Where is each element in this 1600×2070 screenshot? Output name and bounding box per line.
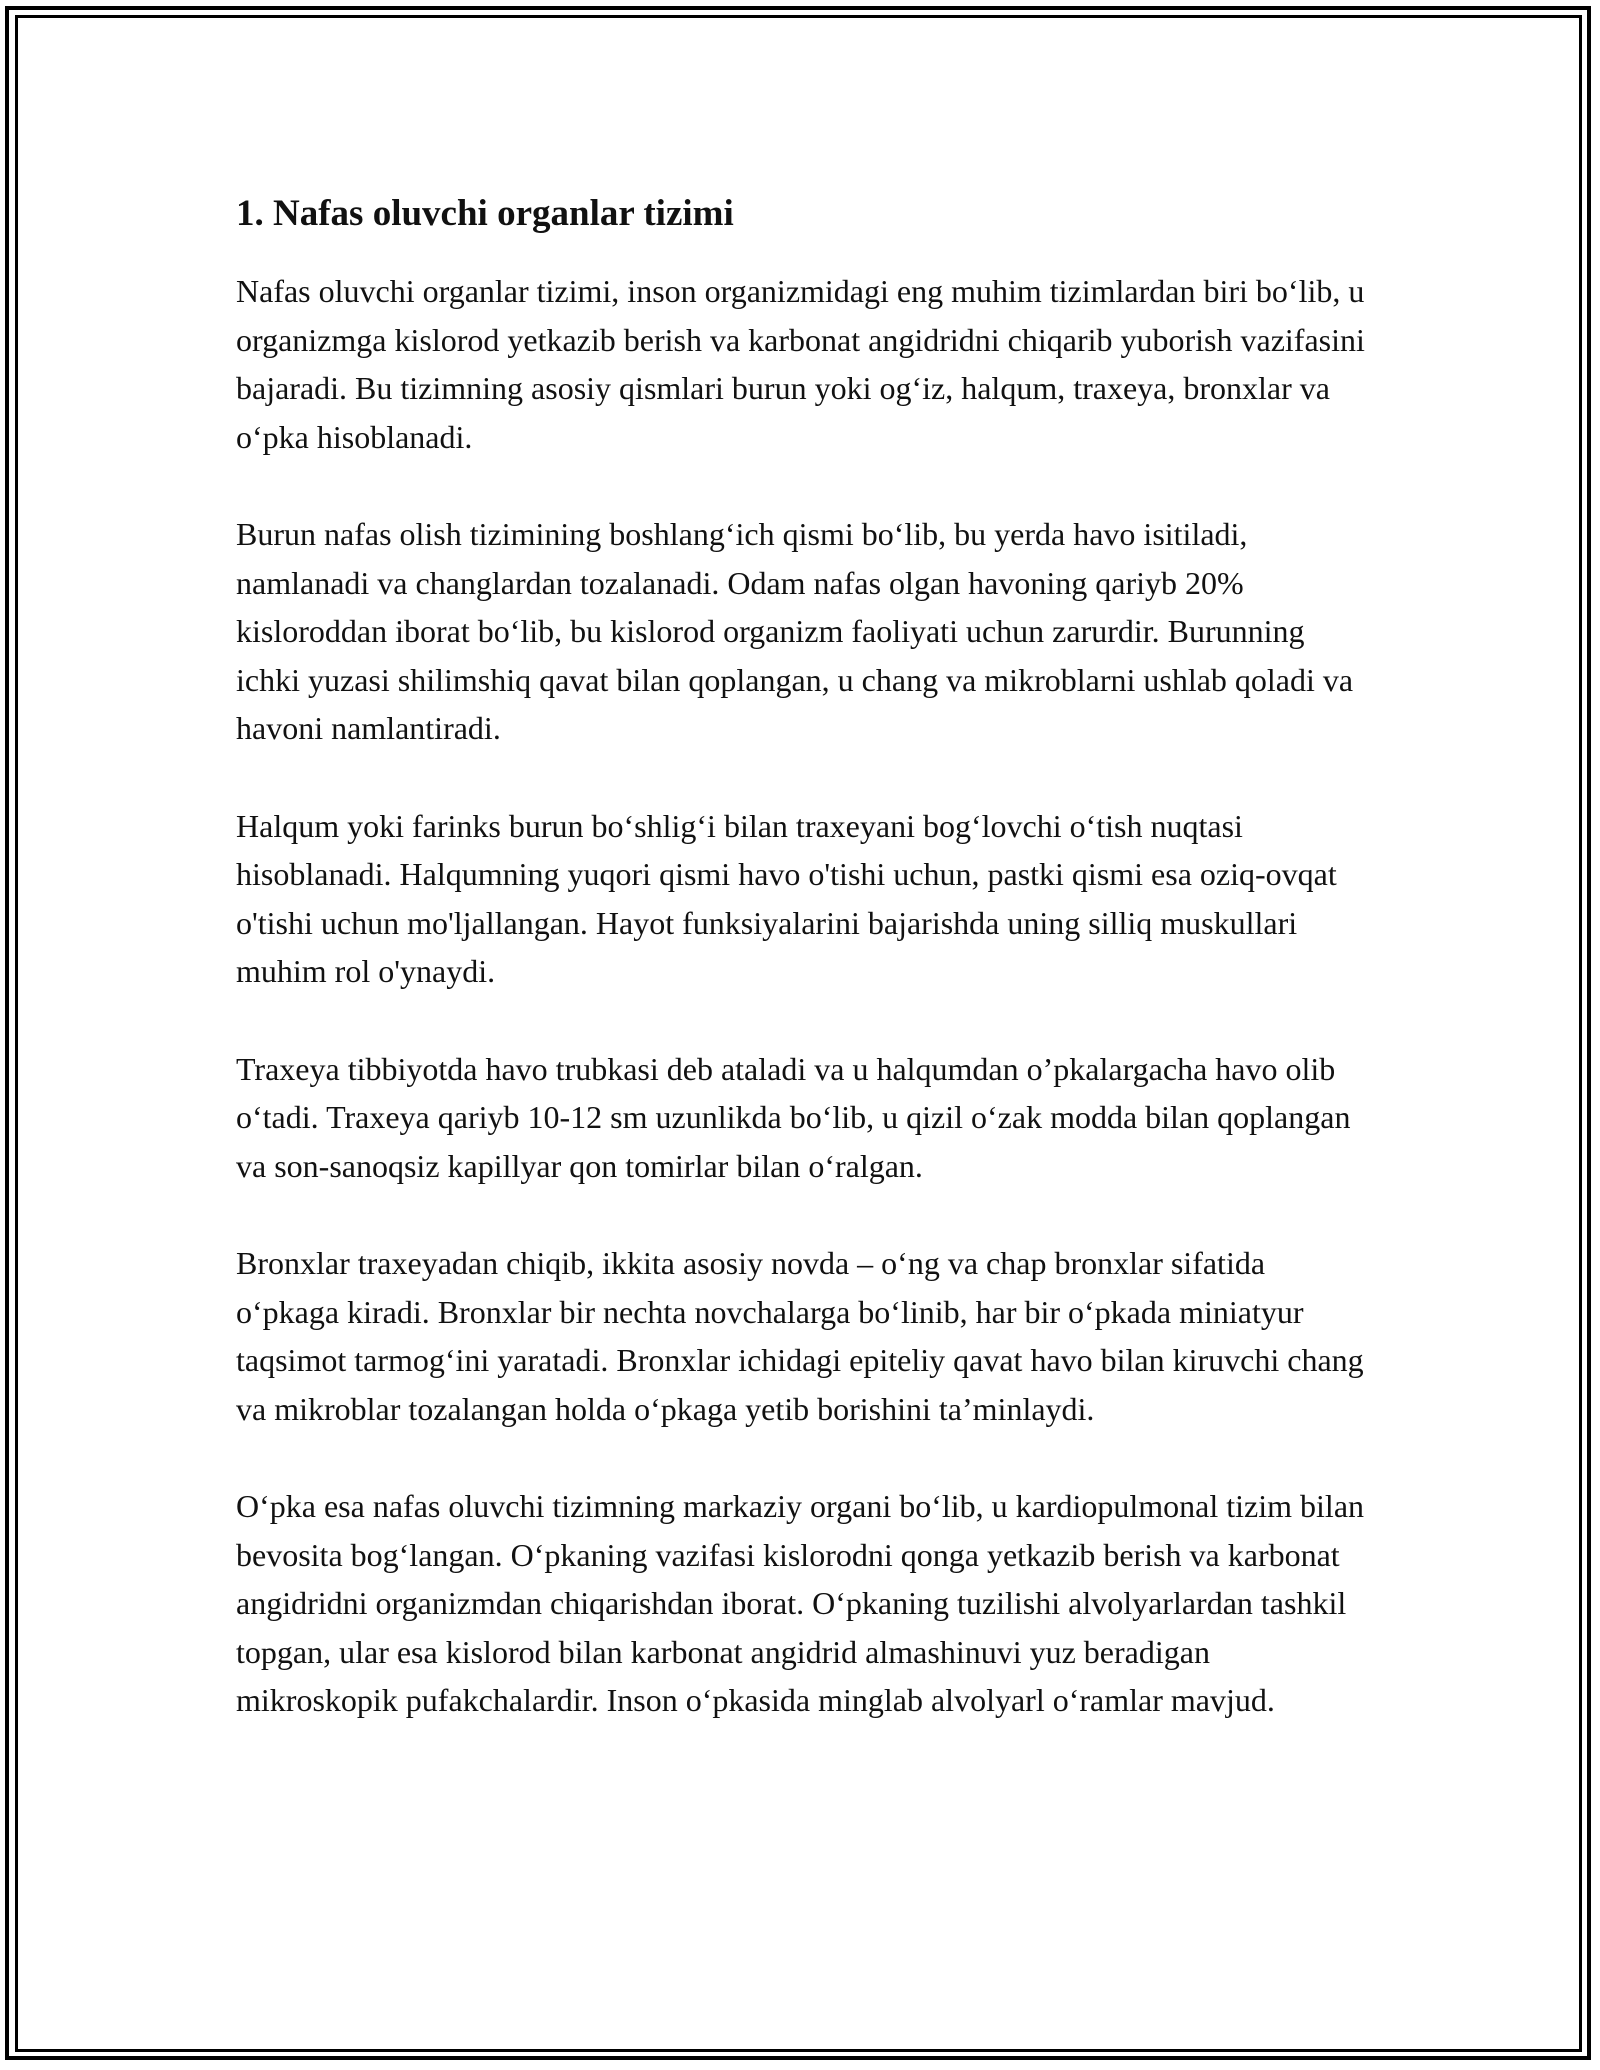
document-body — [236, 190, 1366, 1774]
section-title: 1. Nafas oluvchi organlar tizimi — [236, 193, 734, 234]
paragraph-trachea: Traxeya tibbiyotda havo trubkasi deb ataladi va u halqumdan o’pkalargacha havo olib o‘tadi. Traxeya qariyb 10-12 sm uzunlikda bo‘lib, u qizil o‘zak modda bilan qoplangan va son-sanoqsiz kapillyar qon tomirlar bilan o‘ralgan. — [236, 1050, 1351, 1184]
paragraph-nose: Burun nafas olish tizimining boshlang‘ich qismi bo‘lib, bu yerda havo isitiladi, namlanadi va changlardan tozalanadi. Odam nafas olgan havoning qariyb 20% kisloroddan iborat bo‘lib, bu kislorod organizm faoliyati uchun zarurdir. Burunning ichki yuzasi shilimshiq qavat bilan qoplangan, u chang va mikroblarni ushlab qoladi va havoni namlantiradi. — [236, 516, 1354, 746]
paragraph-lungs: O‘pka esa nafas oluvchi tizimning markaziy organi bo‘lib, u kardiopulmonal tizim bilan bevosita bog‘langan. O‘pkaning vazifasi kislorodni qonga yetkazib berish va karbonat angidridni organizmdan chiqarishdan iborat. O‘pkaning tuzilishi alvolyarlardan tashkil topgan, ular esa kislorod bilan karbonat angidrid almashinuvi yuz beradigan mikroskopik pufakchalardir. Inson o‘pkasida minglab alvolyarl o‘ramlar mavjud. — [236, 1488, 1365, 1718]
paragraph-intro: Nafas oluvchi organlar tizimi, inson organizmidagi eng muhim tizimlardan biri bo‘lib, u organizmga kislorod yetkazib berish va karbonat angidridni chiqarib yuborish vazifasini bajaradi. Bu tizimning asosiy qismlari burun yoki og‘iz, halqum, traxeya, bronxlar va o‘pka hisoblanadi. — [236, 273, 1365, 455]
paragraph-bronchi: Bronxlar traxeyadan chiqib, ikkita asosiy novda – o‘ng va chap bronxlar sifatida o‘pkaga kiradi. Bronxlar bir nechta novchalarga bo‘linib, har bir o‘pkada miniatyur taqsimot tarmog‘ini yaratadi. Bronxlar ichidagi epiteliy qavat havo bilan kiruvchi chang va mikroblar tozalangan holda o‘pkaga yetib borishini ta’minlaydi. — [236, 1245, 1364, 1427]
paragraph-pharynx: Halqum yoki farinks burun bo‘shlig‘i bilan traxeyani bog‘lovchi o‘tish nuqtasi hisoblanadi. Halqumning yuqori qismi havo o'tishi uchun, pastki qismi esa oziq-ovqat o'tishi uchun mo'ljallangan. Hayot funksiyalarini bajarishda uning silliq muskullari muhim rol o'ynaydi. — [236, 807, 1337, 989]
